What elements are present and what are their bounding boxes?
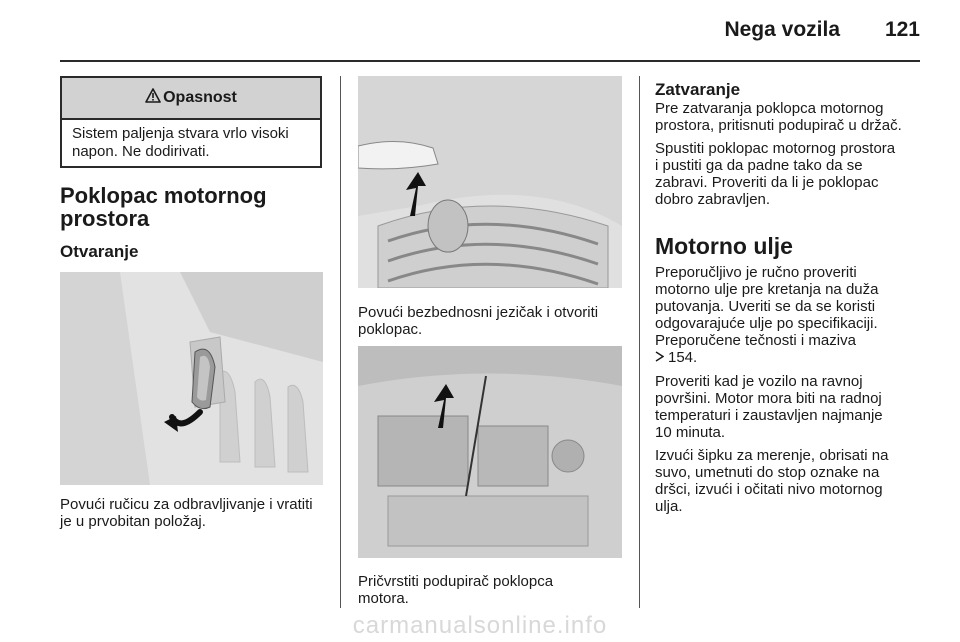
closing-p2-line2: i pustiti ga da padne tako da se — [655, 157, 863, 174]
oil-p2-line2: površini. Motor mora biti na radnoj — [655, 390, 882, 407]
column-divider-2 — [639, 76, 640, 608]
hood-prop-illustration — [358, 346, 622, 558]
prop-caption-line1: Pričvrstiti podupirač poklopca — [358, 573, 554, 590]
oil-p2-line4: 10 minuta. — [655, 424, 726, 441]
warning-title: Opasnost — [163, 89, 237, 106]
opening-subheading: Otvaranje — [60, 242, 139, 261]
oil-p2-line1: Proveriti kad je vozilo na ravnoj — [655, 373, 863, 390]
closing-p1-line1: Pre zatvaranja poklopca motornog — [655, 100, 884, 117]
reference-arrow-icon — [655, 349, 664, 367]
oil-p1-line1: Preporučljivo je ručno proveriti — [655, 264, 857, 281]
catch-caption-line1: Povući bezbednosni jezičak i otvoriti — [358, 304, 599, 321]
oil-p2-line3: temperaturi i zaustavljen najmanje — [655, 407, 883, 424]
oil-p3-line4: ulja. — [655, 498, 683, 515]
prop-caption-line2: motora. — [358, 590, 409, 607]
warning-box — [60, 76, 322, 168]
header-rule — [60, 60, 920, 62]
release-lever-illustration — [60, 272, 323, 485]
section-title: Nega vozila — [724, 18, 840, 41]
warning-triangle-icon — [145, 88, 161, 108]
closing-p1-line2: prostora, pritisnuti podupirač u držač. — [655, 117, 902, 134]
lever-caption-line1: Povući ručicu za odbravljivanje i vratiti — [60, 496, 313, 513]
oil-p3-line3: dršci, izvući i očitati nivo motornog — [655, 481, 883, 498]
oil-p1-line4: odgovarajuće ulje po specifikaciji. — [655, 315, 878, 332]
oil-page-reference[interactable] — [655, 349, 697, 367]
closing-p2-line1: Spustiti poklopac motornog prostora — [655, 140, 896, 157]
oil-p1-line5: Preporučene tečnosti i maziva — [655, 332, 856, 349]
warning-header — [62, 78, 320, 120]
oil-p1-line3: putovanja. Uveriti se da se koristi — [655, 298, 876, 315]
page-number: 121 — [884, 18, 920, 41]
engine-oil-heading: Motorno ulje — [655, 233, 793, 259]
catch-caption-line2: poklopac. — [358, 321, 423, 338]
safety-catch-illustration — [358, 76, 622, 288]
closing-p2-line3: zabravi. Proveriti da li je poklopac — [655, 174, 879, 191]
closing-p2-line4: dobro zabravljen. — [655, 191, 771, 208]
warning-text: Sistem paljenja stvara vrlo visoki napon. Ne dodirivati. — [72, 125, 289, 160]
oil-ref-page: 154. — [668, 349, 698, 366]
column-divider-1 — [340, 76, 341, 608]
lever-caption-line2: je u prvobitan položaj. — [60, 513, 206, 530]
hood-heading-line2: prostora — [60, 206, 150, 231]
watermark: carmanualsonline.info — [352, 612, 608, 639]
closing-heading: Zatvaranje — [655, 80, 741, 99]
hood-heading-line1: Poklopac motornog — [60, 183, 267, 208]
oil-p1-line2: motorno ulje pre kretanja na duža — [655, 281, 879, 298]
oil-p3-line1: Izvući šipku za merenje, obrisati na — [655, 447, 889, 464]
oil-p3-line2: suvo, umetnuti do stop oznake na — [655, 464, 880, 481]
